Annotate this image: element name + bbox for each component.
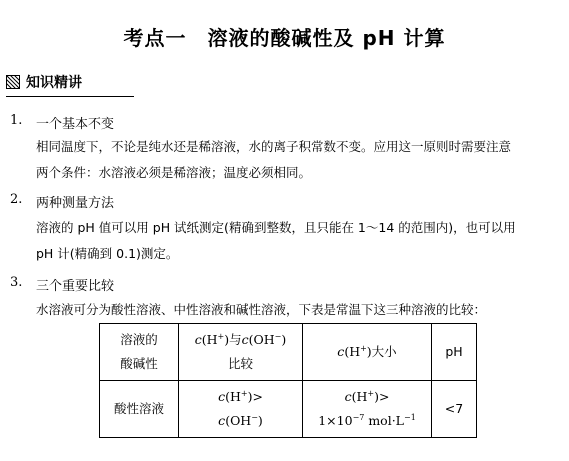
hatched-square-icon: [6, 75, 20, 89]
item-number-1: 1.: [10, 113, 23, 128]
row-acidic-ph: <7: [432, 381, 477, 438]
item-number-3: 3.: [10, 275, 23, 290]
item-2-line-2: pH 计(精确到 0.1)测定。: [36, 246, 179, 261]
item-title-1: 一个基本不变: [36, 117, 115, 132]
item-2-line-1: 溶液的 pH 值可以用 pH 试纸测定(精确到整数，且只能在 1～14 的范围内)，也可以用: [36, 220, 516, 235]
header-acidity: 溶液的 酸碱性: [100, 324, 179, 381]
row-acidic-compare: c(H+)> c(OH−): [179, 381, 303, 438]
comparison-table: [99, 323, 477, 438]
section-heading: [6, 72, 134, 92]
page-title: 考点一 溶液的酸碱性及 pH 计算: [123, 26, 446, 50]
item-1-paragraph: [36, 134, 564, 186]
header-h-concentration: c(H+)大小: [303, 324, 432, 381]
item-1-line-2: 两个条件：水溶液必须是稀溶液；温度必须相同。: [36, 165, 312, 180]
header-ph: pH: [432, 324, 477, 381]
item-2-paragraph: [36, 215, 564, 267]
item-title-2: 两种测量方法: [36, 196, 115, 211]
table-row: [100, 381, 477, 438]
item-3-paragraph: [36, 297, 564, 323]
table-header-row: [100, 324, 477, 381]
item-title-3: 三个重要比较: [36, 279, 115, 294]
section-heading-text: 知识精讲: [26, 75, 82, 91]
row-acidic-label: 酸性溶液: [100, 381, 179, 438]
section-heading-rule: [6, 96, 134, 97]
row-acidic-h-size: c(H+)> $1\times 10^{-7}$ $mol\cdot L^{-1}$: [303, 381, 432, 438]
header-concentration-compare: c(H+)与c(OH−) 比较: [179, 324, 303, 381]
item-1-line-1: 相同温度下，不论是纯水还是稀溶液，水的离子积常数不变。应用这一原则时需要注意: [36, 139, 512, 154]
item-3-line-1: 水溶液可分为酸性溶液、中性溶液和碱性溶液，下表是常温下这三种溶液的比较：: [36, 302, 487, 317]
item-number-2: 2.: [10, 192, 23, 207]
